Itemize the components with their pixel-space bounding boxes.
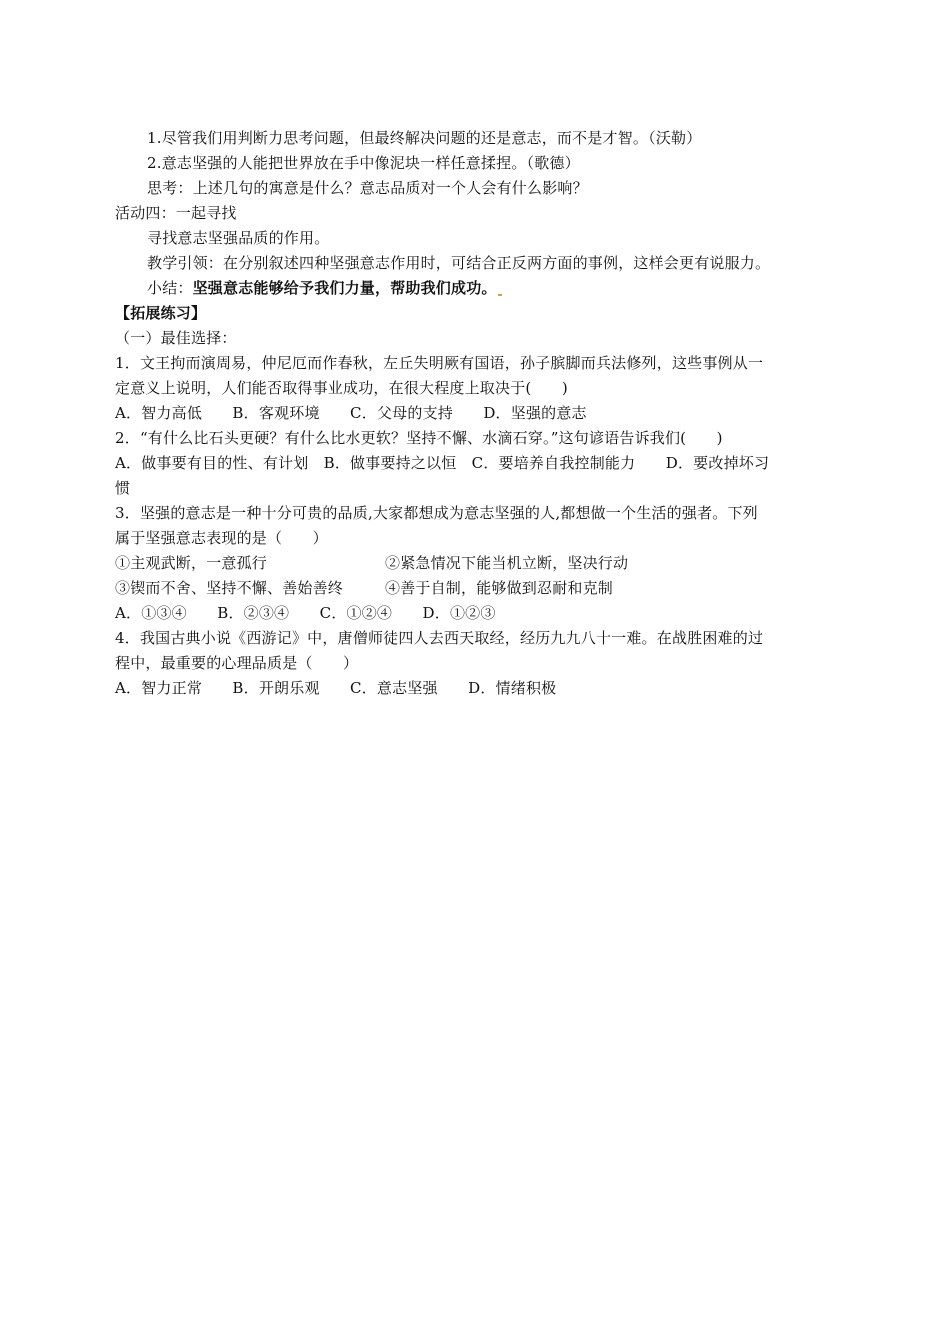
summary-text: 坚强意志能够给予我们力量，帮助我们成功。 — [192, 279, 497, 297]
quote-2: 2.意志坚强的人能把世界放在手中像泥块一样任意揉捏。（歌德） — [147, 154, 580, 172]
question-1-options: A．智力高低 B．客观环境 C．父母的支持 D．坚强的意志 — [115, 404, 587, 422]
statement-1: ①主观武断，一意孤行 — [115, 554, 268, 572]
question-2-options-line-1: A．做事要有目的性、有计划 B．做事要持之以恒 C．要培养自我控制能力 D．要改掉坏习 — [115, 454, 770, 472]
question-4-line-1: 4．我国古典小说《西游记》中，唐僧师徒四人去西天取经，经历九九八十一难。在战胜困难的过 — [115, 629, 764, 647]
question-3-statements-1 — [115, 553, 628, 573]
extension-title: 【拓展练习】 — [115, 304, 207, 322]
question-1-line-1: 1．文王拘而演周易，仲尼厄而作春秋，左丘失明厥有国语，孙子膑脚而兵法修列，这些事例从一 — [115, 354, 764, 372]
think-question: 思考：上述几句的寓意是什么？意志品质对一个人会有什么影响？ — [147, 179, 588, 197]
question-4-line-2: 程中，最重要的心理品质是（ ） — [115, 654, 359, 672]
quote-1: 1.尽管我们用判断力思考问题，但最终解决问题的还是意志，而不是才智。（沃勒） — [147, 129, 702, 147]
question-4-options: A．智力正常 B．开朗乐观 C．意志坚强 D．情绪积极 — [115, 679, 557, 697]
edit-mark — [498, 294, 502, 296]
activity-4-summary — [147, 278, 503, 298]
question-2: 2．“有什么比石头更硬？有什么比水更软？坚持不懈、水滴石穿。”这句谚语告诉我们( ) — [115, 429, 723, 447]
statement-3: ③锲而不舍、坚持不懈、善始善终 — [115, 579, 344, 597]
statement-2: ②紧急情况下能当机立断，坚决行动 — [385, 554, 629, 572]
activity-4-title: 活动四：一起寻找 — [115, 204, 237, 222]
question-3-options: A．①③④ B．②③④ C．①②④ D．①②③ — [115, 604, 496, 622]
summary-label: 小结： — [147, 279, 193, 297]
question-3-statements-2 — [115, 578, 613, 598]
activity-4-guide: 教学引领：在分别叙述四种坚强意志作用时，可结合正反两方面的事例，这样会更有说服力。 — [147, 254, 771, 272]
statement-4: ④善于自制，能够做到忍耐和克制 — [385, 579, 614, 597]
activity-4-task: 寻找意志坚强品质的作用。 — [147, 229, 330, 247]
question-3-line-1: 3．坚强的意志是一种十分可贵的品质,大家都想成为意志坚强的人,都想做一个生活的强者。下列 — [115, 504, 758, 522]
section-best-choice: （一）最佳选择： — [115, 329, 237, 347]
question-1-line-2: 定意义上说明，人们能否取得事业成功，在很大程度上取决于( ) — [115, 379, 568, 397]
question-2-options-line-2: 惯 — [115, 479, 131, 497]
question-3-line-2: 属于坚强意志表现的是（ ） — [115, 529, 328, 547]
